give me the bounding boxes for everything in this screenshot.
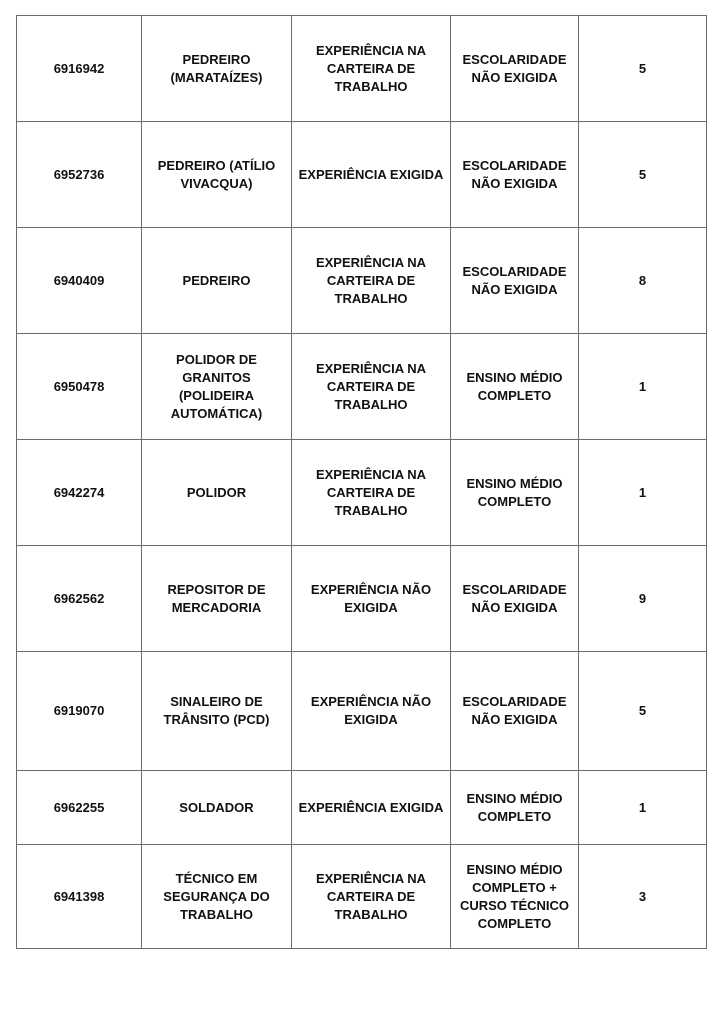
education-cell: ESCOLARIDADE NÃO EXIGIDA (451, 652, 579, 771)
job-title-cell: SINALEIRO DE TRÂNSITO (PCD) (142, 652, 292, 771)
vacancies-cell: 1 (579, 334, 707, 440)
vacancies-cell: 1 (579, 771, 707, 845)
table-row (17, 771, 707, 845)
experience-cell: EXPERIÊNCIA EXIGIDA (292, 771, 451, 845)
job-title-cell: POLIDOR (142, 440, 292, 546)
experience-cell: EXPERIÊNCIA NA CARTEIRA DE TRABALHO (292, 334, 451, 440)
education-cell: ENSINO MÉDIO COMPLETO (451, 440, 579, 546)
education-cell: ENSINO MÉDIO COMPLETO (451, 334, 579, 440)
table-row (17, 440, 707, 546)
vacancies-cell: 5 (579, 122, 707, 228)
vacancies-cell: 1 (579, 440, 707, 546)
education-cell: ESCOLARIDADE NÃO EXIGIDA (451, 122, 579, 228)
job-code-cell: 6940409 (17, 228, 142, 334)
experience-cell: EXPERIÊNCIA NÃO EXIGIDA (292, 546, 451, 652)
experience-cell: EXPERIÊNCIA EXIGIDA (292, 122, 451, 228)
job-code-cell: 6962562 (17, 546, 142, 652)
vacancies-cell: 5 (579, 16, 707, 122)
experience-cell: EXPERIÊNCIA NA CARTEIRA DE TRABALHO (292, 845, 451, 949)
job-title-cell: PEDREIRO (142, 228, 292, 334)
job-title-cell: PEDREIRO (MARATAÍZES) (142, 16, 292, 122)
table-row (17, 652, 707, 771)
job-vacancies-table (16, 15, 707, 949)
job-code-cell: 6952736 (17, 122, 142, 228)
experience-cell: EXPERIÊNCIA NA CARTEIRA DE TRABALHO (292, 16, 451, 122)
experience-cell: EXPERIÊNCIA NA CARTEIRA DE TRABALHO (292, 228, 451, 334)
vacancies-cell: 8 (579, 228, 707, 334)
education-cell: ESCOLARIDADE NÃO EXIGIDA (451, 546, 579, 652)
education-cell: ESCOLARIDADE NÃO EXIGIDA (451, 16, 579, 122)
table-row (17, 334, 707, 440)
job-code-cell: 6942274 (17, 440, 142, 546)
job-title-cell: PEDREIRO (ATÍLIO VIVACQUA) (142, 122, 292, 228)
table-row (17, 845, 707, 949)
table-row (17, 122, 707, 228)
table-row (17, 546, 707, 652)
education-cell: ESCOLARIDADE NÃO EXIGIDA (451, 228, 579, 334)
table-row (17, 16, 707, 122)
job-title-cell: REPOSITOR DE MERCADORIA (142, 546, 292, 652)
experience-cell: EXPERIÊNCIA NÃO EXIGIDA (292, 652, 451, 771)
job-code-cell: 6962255 (17, 771, 142, 845)
education-cell: ENSINO MÉDIO COMPLETO (451, 771, 579, 845)
job-code-cell: 6941398 (17, 845, 142, 949)
vacancies-cell: 9 (579, 546, 707, 652)
job-code-cell: 6919070 (17, 652, 142, 771)
vacancies-cell: 3 (579, 845, 707, 949)
job-title-cell: POLIDOR DE GRANITOS (POLIDEIRA AUTOMÁTICA) (142, 334, 292, 440)
job-title-cell: TÉCNICO EM SEGURANÇA DO TRABALHO (142, 845, 292, 949)
experience-cell: EXPERIÊNCIA NA CARTEIRA DE TRABALHO (292, 440, 451, 546)
table-row (17, 228, 707, 334)
vacancies-cell: 5 (579, 652, 707, 771)
education-cell: ENSINO MÉDIO COMPLETO + CURSO TÉCNICO COMPLETO (451, 845, 579, 949)
job-code-cell: 6916942 (17, 16, 142, 122)
job-title-cell: SOLDADOR (142, 771, 292, 845)
job-code-cell: 6950478 (17, 334, 142, 440)
